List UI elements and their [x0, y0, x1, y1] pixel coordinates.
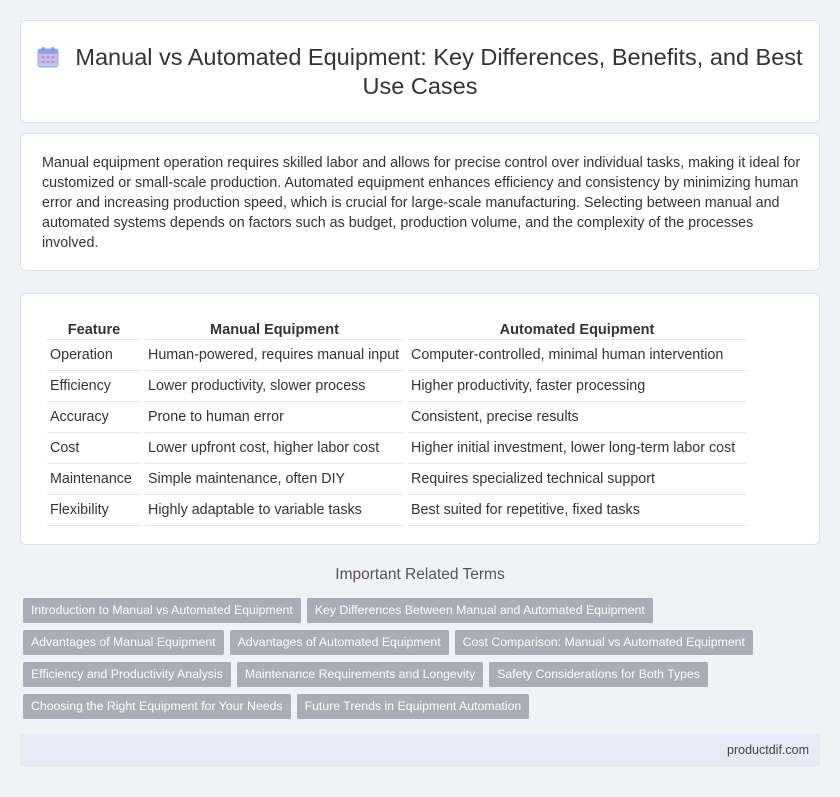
related-term-link[interactable]: Key Differences Between Manual and Automated Equipment: [307, 598, 653, 623]
comparison-table-card: [20, 293, 820, 545]
cell-manual: Lower upfront cost, higher labor cost: [145, 433, 404, 464]
related-term-link[interactable]: Advantages of Automated Equipment: [230, 630, 449, 655]
page-title-wrap: [21, 43, 819, 101]
cell-manual: Lower productivity, slower process: [145, 371, 404, 402]
footer: [20, 734, 820, 767]
table-row: [47, 340, 746, 371]
cell-feature: Flexibility: [47, 495, 141, 526]
tag-row: [23, 694, 803, 726]
cell-manual: Human-powered, requires manual input: [145, 340, 404, 371]
cell-automated: Requires specialized technical support: [408, 464, 746, 495]
intro-card: [20, 133, 820, 271]
related-term-link[interactable]: Introduction to Manual vs Automated Equipment: [23, 598, 301, 623]
table-row: [47, 495, 746, 526]
tag-row: [23, 662, 803, 694]
cell-feature: Maintenance: [47, 464, 141, 495]
cell-automated: Computer-controlled, minimal human intervention: [408, 340, 746, 371]
cell-feature: Operation: [47, 340, 141, 371]
related-term-link[interactable]: Future Trends in Equipment Automation: [297, 694, 530, 719]
cell-feature: Accuracy: [47, 402, 141, 433]
header-manual: Manual Equipment: [145, 314, 404, 340]
cell-feature: Cost: [47, 433, 141, 464]
header-card: [20, 20, 820, 123]
cell-automated: Best suited for repetitive, fixed tasks: [408, 495, 746, 526]
table-row: [47, 433, 746, 464]
cell-automated: Consistent, precise results: [408, 402, 746, 433]
comparison-table: [43, 314, 750, 526]
related-term-link[interactable]: Choosing the Right Equipment for Your Needs: [23, 694, 291, 719]
tag-row: [23, 598, 803, 630]
related-terms-title: Important Related Terms: [335, 566, 505, 583]
related-term-link[interactable]: Advantages of Manual Equipment: [23, 630, 224, 655]
intro-paragraph: Manual equipment operation requires skilled labor and allows for precise control over individual tasks, making it ideal for customized or small-scale production. Automated equipment enhances efficiency and consistency by minimizing human error and increasing production speed, which is crucial for large-scale manufacturing. Selecting between manual and automated systems depends on factors such as budget, production volume, and the complexity of the processes involved.: [42, 155, 801, 251]
header-feature: Feature: [47, 314, 141, 340]
cell-automated: Higher initial investment, lower long-term labor cost: [408, 433, 746, 464]
table-row: [47, 371, 746, 402]
cell-automated: Higher productivity, faster processing: [408, 371, 746, 402]
cell-manual: Prone to human error: [145, 402, 404, 433]
table-row: [47, 402, 746, 433]
tag-row: [23, 630, 803, 662]
table-row: [47, 464, 746, 495]
header-automated: Automated Equipment: [408, 314, 746, 340]
related-term-link[interactable]: Efficiency and Productivity Analysis: [23, 662, 231, 687]
cell-feature: Efficiency: [47, 371, 141, 402]
footer-site-label: productdif.com: [727, 743, 809, 757]
related-term-link[interactable]: Cost Comparison: Manual vs Automated Equipment: [455, 630, 753, 655]
calendar-icon: [37, 46, 59, 68]
page-title: Manual vs Automated Equipment: Key Differences, Benefits, and Best Use Cases: [75, 44, 803, 99]
related-terms-list: [23, 598, 803, 726]
related-term-link[interactable]: Safety Considerations for Both Types: [489, 662, 708, 687]
table-header-row: [47, 314, 746, 340]
cell-manual: Simple maintenance, often DIY: [145, 464, 404, 495]
cell-manual: Highly adaptable to variable tasks: [145, 495, 404, 526]
related-term-link[interactable]: Maintenance Requirements and Longevity: [237, 662, 483, 687]
